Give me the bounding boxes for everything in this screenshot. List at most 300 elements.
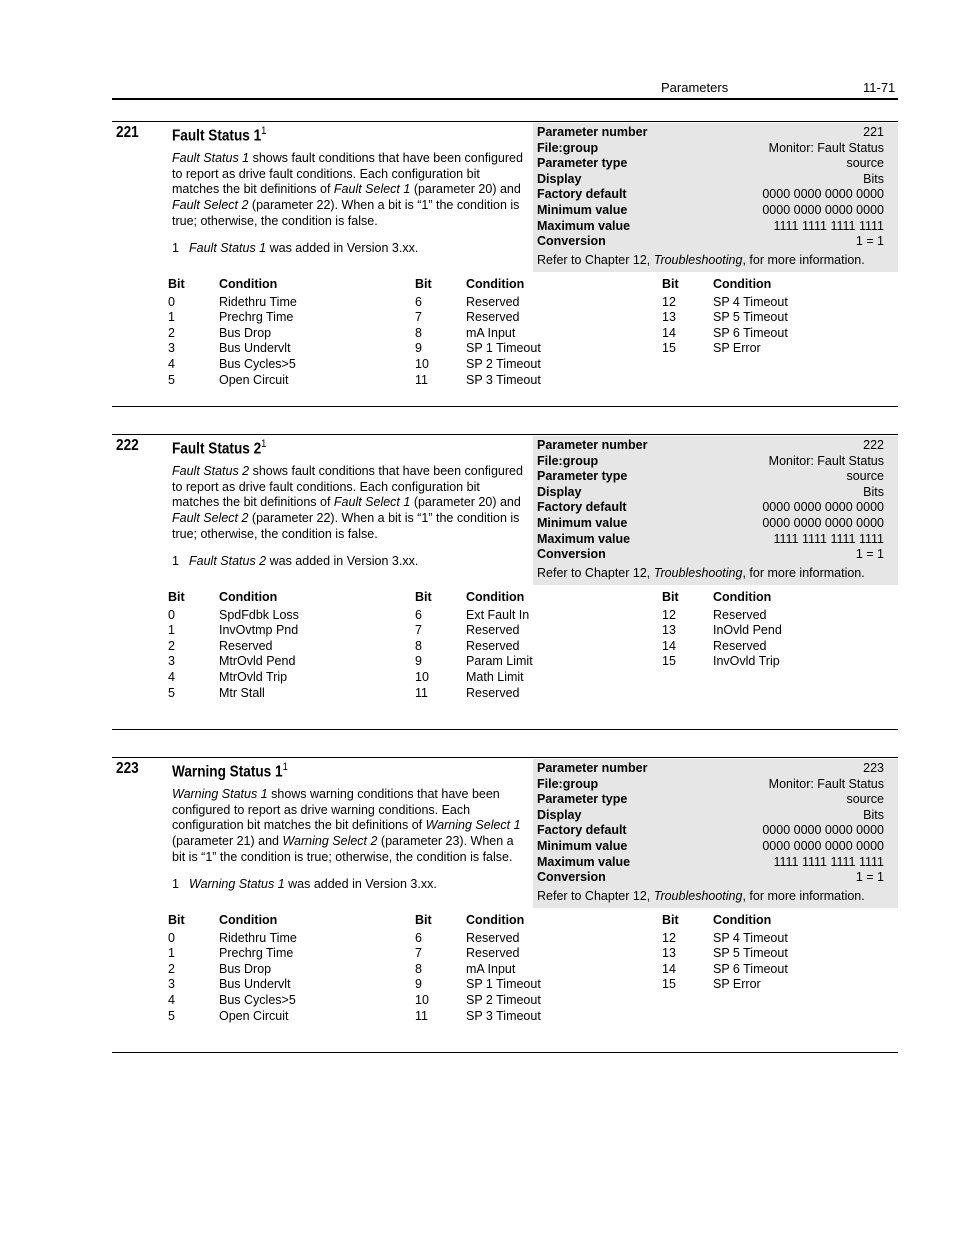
bit-row — [168, 962, 415, 978]
footnote-parameter-name: Fault Status 2 — [189, 554, 267, 568]
bit-header: Bit — [662, 590, 679, 604]
bit-number: 15 — [662, 341, 676, 356]
bit-row — [168, 373, 415, 389]
spec-label: Display — [537, 807, 582, 822]
spec-label: Parameter type — [537, 156, 628, 171]
bit-condition: InvOvld Trip — [713, 654, 780, 669]
note-text: , for more information. — [742, 888, 865, 903]
parameter-number: 222 — [116, 437, 139, 454]
bit-condition: SP 3 Timeout — [466, 1008, 541, 1023]
note-chapter-title: Troubleshooting — [653, 888, 743, 903]
spec-value: 1 = 1 — [855, 870, 884, 885]
bit-row — [415, 608, 662, 624]
bit-number: 7 — [415, 946, 422, 961]
description-italic-term: Fault Status 2 — [172, 464, 250, 478]
spec-value: 1111 1111 1111 1111 — [773, 854, 884, 869]
bit-header: Bit — [168, 277, 185, 291]
bit-condition: Open Circuit — [219, 1008, 289, 1023]
footnote-text: was added in Version 3.xx. — [284, 877, 437, 891]
bit-condition: Reserved — [466, 623, 520, 638]
bit-row — [415, 326, 662, 342]
spec-row-display — [533, 172, 898, 188]
bit-row — [415, 639, 662, 655]
spec-row-type — [533, 469, 898, 485]
description-text: (parameter 22). When a bit is “1” the condition is true; otherwise, the condition is false. — [172, 511, 520, 541]
note-text: Refer to Chapter 12, — [537, 252, 654, 267]
bit-row — [168, 931, 415, 947]
footnote-number: 1 — [172, 241, 179, 255]
bit-table-header — [415, 277, 662, 293]
bit-table-header — [168, 913, 415, 929]
spec-label: File:group — [537, 776, 599, 791]
bit-condition: Bus Undervlt — [219, 977, 291, 992]
bit-table-header — [662, 590, 909, 606]
spec-value: Bits — [863, 807, 884, 822]
bit-row — [168, 946, 415, 962]
bit-row — [415, 977, 662, 993]
bit-condition: Bus Undervlt — [219, 341, 291, 356]
spec-value: source — [846, 792, 884, 807]
condition-header: Condition — [466, 913, 525, 927]
bit-condition: Prechrg Time — [219, 946, 294, 961]
bit-row — [168, 295, 415, 311]
spec-row-number — [533, 438, 898, 454]
bit-number: 4 — [168, 669, 175, 684]
bit-row — [168, 326, 415, 342]
bit-column — [662, 913, 909, 993]
bit-row — [168, 977, 415, 993]
bit-table-header — [168, 277, 415, 293]
bit-number: 15 — [662, 977, 676, 992]
description-italic-term: Fault Status 1 — [172, 151, 250, 165]
bit-column — [415, 277, 662, 388]
bit-header: Bit — [662, 277, 679, 291]
bit-number: 12 — [662, 930, 676, 945]
bit-number: 2 — [168, 961, 175, 976]
bit-row — [415, 1009, 662, 1025]
bit-number: 14 — [662, 961, 676, 976]
bit-number: 3 — [168, 977, 175, 992]
spec-row-maximum — [533, 855, 898, 871]
bit-condition: SP 6 Timeout — [713, 325, 788, 340]
bit-row — [662, 326, 909, 342]
footnote-text: was added in Version 3.xx. — [266, 241, 419, 255]
bit-row — [662, 931, 909, 947]
header-rule — [112, 98, 898, 100]
spec-reference-note — [533, 250, 898, 269]
spec-value: 1111 1111 1111 1111 — [773, 531, 884, 546]
bit-column — [168, 913, 415, 1024]
spec-value: Monitor: Fault Status — [768, 140, 884, 155]
bit-condition: Reserved — [466, 946, 520, 961]
bit-column — [415, 590, 662, 701]
spec-value: source — [846, 156, 884, 171]
running-header-page-number: 11-71 — [863, 80, 896, 95]
spec-row-conversion — [533, 870, 898, 886]
spec-row-maximum — [533, 219, 898, 235]
bit-condition: Math Limit — [466, 669, 524, 684]
bit-number: 7 — [415, 310, 422, 325]
bit-row — [662, 623, 909, 639]
bit-row — [168, 357, 415, 373]
parameter-spec-box — [533, 759, 898, 908]
bit-condition: Open Circuit — [219, 372, 289, 387]
bit-condition: SP 5 Timeout — [713, 946, 788, 961]
parameter-bottom-rule — [112, 1052, 898, 1053]
bit-number: 13 — [662, 310, 676, 325]
bit-header: Bit — [415, 913, 432, 927]
bit-row — [415, 310, 662, 326]
bit-number: 5 — [168, 1008, 175, 1023]
spec-label: Factory default — [537, 500, 627, 515]
bit-number: 11 — [415, 685, 428, 700]
parameter-number: 223 — [116, 760, 139, 777]
parameter-block — [112, 434, 898, 730]
bit-condition: Mtr Stall — [219, 685, 265, 700]
footnote-marker: 1 — [261, 438, 267, 450]
spec-value: 1 = 1 — [855, 547, 884, 562]
spec-label: Maximum value — [537, 531, 631, 546]
spec-label: Conversion — [537, 234, 606, 249]
bit-number: 1 — [168, 946, 175, 961]
spec-value: 221 — [863, 125, 884, 139]
bit-row — [415, 962, 662, 978]
bit-condition: MtrOvld Trip — [219, 669, 288, 684]
bit-row — [415, 373, 662, 389]
bit-condition: SP 2 Timeout — [466, 992, 541, 1007]
bit-header: Bit — [415, 277, 432, 291]
parameter-block — [112, 121, 898, 407]
spec-row-factory-default — [533, 500, 898, 516]
condition-header: Condition — [713, 590, 772, 604]
bit-number: 11 — [415, 1008, 428, 1023]
bit-condition: Reserved — [466, 310, 520, 325]
bit-row — [168, 623, 415, 639]
bit-number: 11 — [415, 372, 428, 387]
bit-number: 5 — [168, 685, 175, 700]
bit-condition: SP 4 Timeout — [713, 930, 788, 945]
bit-row — [415, 931, 662, 947]
spec-label: Minimum value — [537, 515, 628, 530]
version-footnote — [172, 554, 418, 568]
bit-row — [662, 295, 909, 311]
spec-value: 0000 0000 0000 0000 — [762, 838, 884, 853]
bit-number: 9 — [415, 977, 422, 992]
note-chapter-title: Troubleshooting — [653, 565, 743, 580]
description-italic-term: Warning Status 1 — [172, 787, 268, 801]
note-text: Refer to Chapter 12, — [537, 565, 654, 580]
bit-number: 8 — [415, 961, 422, 976]
spec-label: Parameter number — [537, 761, 648, 775]
bit-number: 6 — [415, 930, 422, 945]
spec-label: Parameter number — [537, 438, 648, 452]
description-text: (parameter 22). When a bit is “1” the condition is true; otherwise, the condition is false. — [172, 198, 520, 228]
spec-row-filegroup — [533, 454, 898, 470]
bit-condition: SP Error — [713, 341, 761, 356]
spec-label: File:group — [537, 453, 599, 468]
condition-header: Condition — [713, 913, 772, 927]
spec-row-maximum — [533, 532, 898, 548]
footnote-parameter-name: Fault Status 1 — [189, 241, 267, 255]
bit-row — [168, 686, 415, 702]
bit-row — [415, 670, 662, 686]
parameter-top-rule — [112, 757, 898, 758]
bit-table-header — [662, 913, 909, 929]
spec-row-minimum — [533, 516, 898, 532]
bit-condition: SP Error — [713, 977, 761, 992]
bit-row — [168, 993, 415, 1009]
bit-number: 9 — [415, 654, 422, 669]
parameter-name-text: Warning Status 1 — [172, 763, 283, 781]
bit-number: 10 — [415, 992, 429, 1007]
spec-row-filegroup — [533, 141, 898, 157]
bit-row — [662, 310, 909, 326]
bit-condition: mA Input — [466, 961, 516, 976]
bit-number: 0 — [168, 607, 175, 622]
footnote-number: 1 — [172, 554, 179, 568]
spec-row-minimum — [533, 203, 898, 219]
bit-condition: Reserved — [466, 638, 520, 653]
bit-condition: Ridethru Time — [219, 294, 297, 309]
bit-column — [168, 277, 415, 388]
bit-number: 3 — [168, 341, 175, 356]
bit-number: 7 — [415, 623, 422, 638]
bit-condition: Prechrg Time — [219, 310, 294, 325]
bit-condition: Bus Drop — [219, 325, 272, 340]
footnote-marker: 1 — [282, 761, 288, 773]
bit-row — [662, 977, 909, 993]
bit-condition: SP 4 Timeout — [713, 294, 788, 309]
bit-number: 14 — [662, 638, 676, 653]
bit-condition: Reserved — [219, 638, 273, 653]
spec-row-display — [533, 485, 898, 501]
spec-row-number — [533, 125, 898, 141]
bit-number: 13 — [662, 946, 676, 961]
parameter-description — [172, 464, 530, 543]
bit-table-header — [415, 913, 662, 929]
footnote-text: was added in Version 3.xx. — [266, 554, 419, 568]
spec-label: File:group — [537, 140, 599, 155]
bit-header: Bit — [168, 913, 185, 927]
parameter-number: 221 — [116, 124, 139, 141]
bit-table-header — [662, 277, 909, 293]
spec-label: Maximum value — [537, 218, 631, 233]
bit-number: 1 — [168, 623, 175, 638]
condition-header: Condition — [219, 277, 278, 291]
description-text: shows fault conditions that have been configured to report as drive fault conditions. Each configuration bit matches the bit definitions of — [172, 151, 523, 197]
bit-row — [168, 310, 415, 326]
note-text: , for more information. — [742, 252, 865, 267]
bit-number: 12 — [662, 294, 676, 309]
condition-header: Condition — [466, 590, 525, 604]
bit-number: 0 — [168, 294, 175, 309]
note-text: , for more information. — [742, 565, 865, 580]
bit-condition: SP 6 Timeout — [713, 961, 788, 976]
footnote-marker: 1 — [261, 125, 267, 137]
description-italic-term: Fault Select 2 — [172, 511, 249, 526]
bit-condition: Bus Cycles>5 — [219, 992, 296, 1007]
parameter-name — [172, 438, 266, 458]
parameter-spec-box — [533, 123, 898, 272]
bit-number: 1 — [168, 310, 175, 325]
bit-column — [415, 913, 662, 1024]
parameter-bottom-rule — [112, 406, 898, 407]
bit-row — [168, 341, 415, 357]
spec-label: Minimum value — [537, 838, 628, 853]
spec-label: Conversion — [537, 547, 606, 562]
bit-condition: Param Limit — [466, 654, 533, 669]
spec-label: Factory default — [537, 187, 627, 202]
spec-value: Monitor: Fault Status — [768, 776, 884, 791]
bit-column — [662, 277, 909, 357]
bit-row — [168, 1009, 415, 1025]
spec-row-display — [533, 808, 898, 824]
spec-row-number — [533, 761, 898, 777]
spec-value: 223 — [863, 761, 884, 775]
parameter-name — [172, 125, 266, 145]
bit-row — [662, 639, 909, 655]
parameter-top-rule — [112, 121, 898, 122]
bit-row — [662, 654, 909, 670]
spec-reference-note — [533, 886, 898, 905]
bit-condition: Reserved — [466, 930, 520, 945]
footnote-parameter-name: Warning Status 1 — [189, 877, 285, 891]
description-text: (parameter 23). When a bit is “1” the condition is true; otherwise, the condition is false. — [172, 834, 514, 864]
spec-label: Maximum value — [537, 854, 631, 869]
bit-condition: Reserved — [713, 607, 767, 622]
bit-row — [415, 341, 662, 357]
bit-row — [662, 962, 909, 978]
note-chapter-title: Troubleshooting — [653, 252, 743, 267]
bit-condition: Ridethru Time — [219, 930, 297, 945]
parameter-name — [172, 761, 288, 781]
description-text: (parameter 20) and — [410, 182, 521, 197]
bit-number: 10 — [415, 669, 429, 684]
bit-header: Bit — [168, 590, 185, 604]
bit-table-header — [415, 590, 662, 606]
bit-number: 6 — [415, 294, 422, 309]
bit-number: 5 — [168, 372, 175, 387]
spec-value: Bits — [863, 484, 884, 499]
spec-row-conversion — [533, 234, 898, 250]
bit-number: 14 — [662, 325, 676, 340]
spec-row-type — [533, 156, 898, 172]
spec-value: 1111 1111 1111 1111 — [773, 218, 884, 233]
bit-header: Bit — [415, 590, 432, 604]
description-text: shows fault conditions that have been configured to report as drive fault conditions. Each configuration bit matches the bit definitions of — [172, 464, 523, 510]
parameter-spec-box — [533, 436, 898, 585]
description-text: shows warning conditions that have been configured to report as drive warning conditions. Each configuration bit matches the bit definitions of — [172, 787, 500, 833]
bit-row — [415, 686, 662, 702]
bit-header: Bit — [662, 913, 679, 927]
spec-row-factory-default — [533, 823, 898, 839]
condition-header: Condition — [219, 913, 278, 927]
spec-value: 222 — [863, 438, 884, 452]
bit-number: 2 — [168, 325, 175, 340]
spec-value: Monitor: Fault Status — [768, 453, 884, 468]
bit-row — [168, 608, 415, 624]
spec-value: 1 = 1 — [855, 234, 884, 249]
bit-condition: Reserved — [713, 638, 767, 653]
bit-table-header — [168, 590, 415, 606]
bit-condition: Reserved — [466, 294, 520, 309]
bit-condition: SP 1 Timeout — [466, 341, 541, 356]
bit-column — [168, 590, 415, 701]
bit-condition: Bus Drop — [219, 961, 272, 976]
spec-label: Display — [537, 171, 582, 186]
bit-condition: InvOvtmp Pnd — [219, 623, 299, 638]
description-italic-term: Warning Select 2 — [282, 834, 378, 849]
description-italic-term: Fault Select 2 — [172, 198, 249, 213]
bit-condition: SP 5 Timeout — [713, 310, 788, 325]
spec-label: Factory default — [537, 823, 627, 838]
parameter-name-text: Fault Status 2 — [172, 440, 262, 458]
parameter-name-text: Fault Status 1 — [172, 127, 262, 145]
bit-number: 4 — [168, 356, 175, 371]
condition-header: Condition — [713, 277, 772, 291]
spec-value: 0000 0000 0000 0000 — [762, 515, 884, 530]
spec-value: 0000 0000 0000 0000 — [762, 187, 884, 202]
spec-row-conversion — [533, 547, 898, 563]
spec-value: 0000 0000 0000 0000 — [762, 202, 884, 217]
spec-value: 0000 0000 0000 0000 — [762, 500, 884, 515]
bit-row — [415, 654, 662, 670]
bit-row — [662, 341, 909, 357]
bit-condition: SP 3 Timeout — [466, 372, 541, 387]
spec-label: Parameter type — [537, 469, 628, 484]
bit-condition: Ext Fault In — [466, 607, 530, 622]
condition-header: Condition — [466, 277, 525, 291]
bit-number: 3 — [168, 654, 175, 669]
spec-value: 0000 0000 0000 0000 — [762, 823, 884, 838]
bit-row — [662, 946, 909, 962]
description-italic-term: Warning Select 1 — [425, 818, 521, 833]
bit-condition: SpdFdbk Loss — [219, 607, 299, 622]
bit-condition: SP 2 Timeout — [466, 356, 541, 371]
bit-number: 4 — [168, 992, 175, 1007]
spec-row-filegroup — [533, 777, 898, 793]
bit-condition: InOvld Pend — [713, 623, 782, 638]
bit-number: 8 — [415, 325, 422, 340]
bit-row — [415, 295, 662, 311]
spec-label: Conversion — [537, 870, 606, 885]
bit-row — [168, 670, 415, 686]
bit-row — [415, 946, 662, 962]
spec-value: Bits — [863, 171, 884, 186]
parameter-description — [172, 151, 530, 230]
bit-condition: mA Input — [466, 325, 516, 340]
footnote-number: 1 — [172, 877, 179, 891]
spec-row-factory-default — [533, 187, 898, 203]
bit-condition: Bus Cycles>5 — [219, 356, 296, 371]
condition-header: Condition — [219, 590, 278, 604]
bit-row — [168, 639, 415, 655]
bit-condition: SP 1 Timeout — [466, 977, 541, 992]
bit-condition: Reserved — [466, 685, 520, 700]
bit-row — [168, 654, 415, 670]
bit-number: 10 — [415, 356, 429, 371]
bit-number: 6 — [415, 607, 422, 622]
bit-number: 13 — [662, 623, 676, 638]
parameter-description — [172, 787, 530, 866]
bit-number: 12 — [662, 607, 676, 622]
spec-label: Parameter number — [537, 125, 648, 139]
description-italic-term: Fault Select 1 — [333, 182, 411, 197]
spec-row-type — [533, 792, 898, 808]
bit-condition: MtrOvld Pend — [219, 654, 296, 669]
description-italic-term: Fault Select 1 — [333, 495, 411, 510]
description-text: (parameter 20) and — [410, 495, 521, 510]
